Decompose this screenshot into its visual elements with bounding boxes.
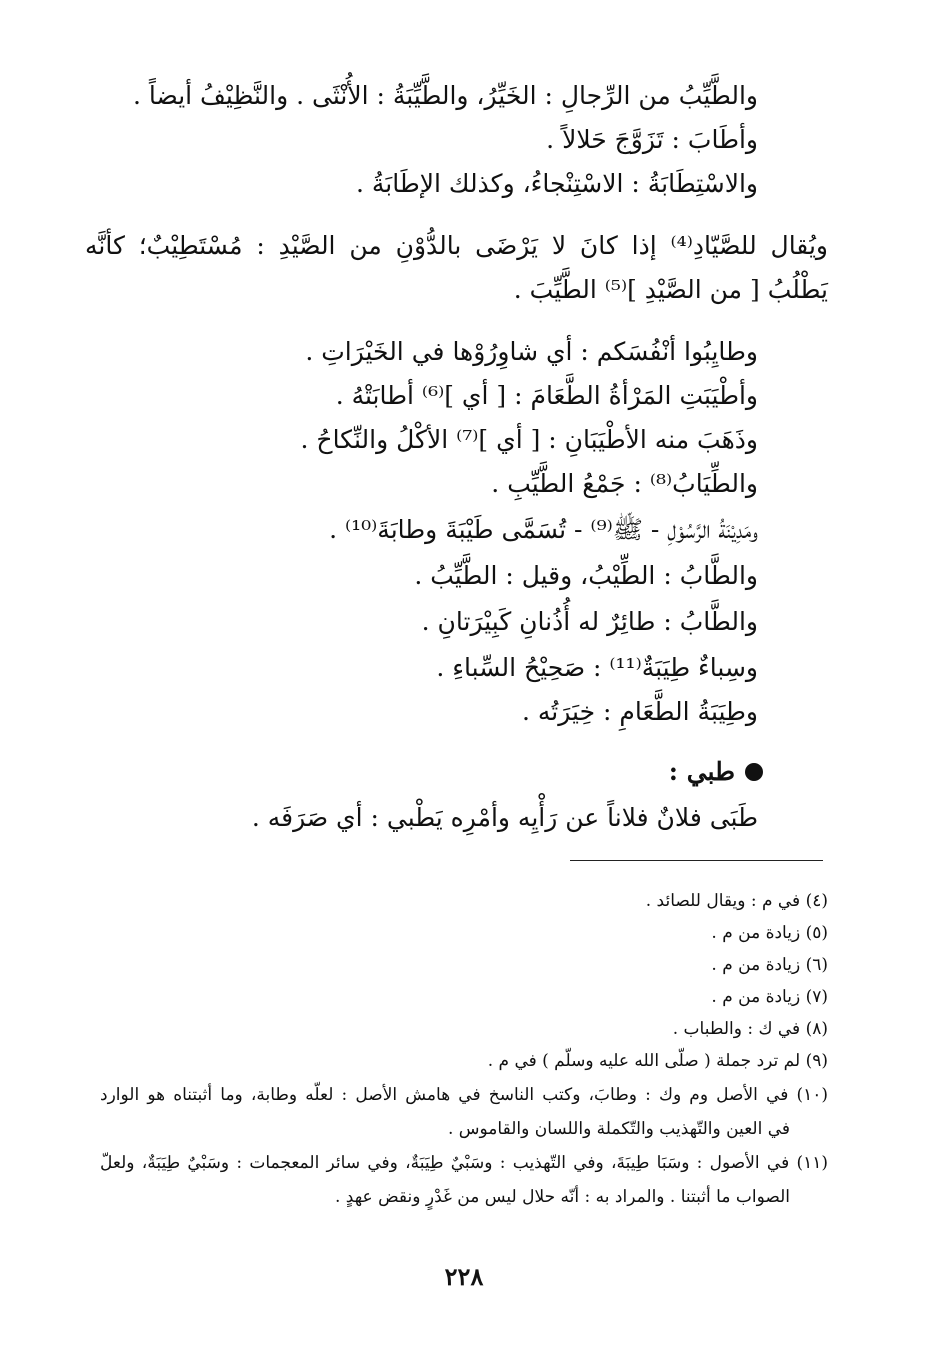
footnote-separator [570,860,823,861]
text-line: والطِّيَابُ⁽⁸⁾ : جَمْعُ الطَّيِّبِ . [491,469,758,498]
text-line: والاسْتِطَابَةُ : الاسْتِنْجاءُ، وكذلك الإطَابَةُ . [355,169,758,198]
text-line: ومَدِيْنَةُ الرَّسُوْلِ - ﷺ⁽⁹⁾ - تُسَمَّى طَيْبَةَ وطابَةَ⁽¹⁰⁾ . [329,515,758,544]
text-line: وأطَابَ : تَزَوَّجَ حَلالاً . [546,125,758,154]
paragraph-line: ويُقال للصَّيّادِ⁽⁴⁾ إذا كانَ لا يَرْضَى بالدُّوْنِ من الصَّيْدِ : مُسْتَطِيْبٌ؛ كأنَّه [85,231,828,260]
entry-heading [669,754,763,790]
footnote-continuation: في العين والتّهذيب والتّكملة واللسان والقاموس . [447,1119,790,1139]
footnote: (٦) زيادة من م . [711,955,828,975]
text-line: والطَّابُ : طائِرٌ له أُذُنانِ كَبِيْرَتانِ . [421,607,758,636]
entry-heading-text: طبي : [668,757,735,786]
bullet-icon [745,763,763,781]
paragraph-line: يَطْلُبُ [ من الصَّيْدِ ]⁽⁵⁾ الطَّيِّبَ . [513,275,828,304]
text-line: وسِباءٌ طِيَبَةٌ⁽¹¹⁾ : صَحِيْحُ السِّباءِ . [436,653,758,682]
footnote: (١٠) في الأصل وم وك : وطابَ، وكتب الناسخ في هامش الأصل : لعلّه وطابة، وما أثبتناه هو الوارد [100,1085,828,1105]
text-line: والطَّيِّبُ من الرِّجالِ : الخَيِّرُ، والطَّيِّبَةُ : الأُنْثَى . والنَّظِيْفُ أيضاً . [133,81,758,110]
footnote-continuation: الصواب ما أثبتنا . والمراد به : أنّه حلال ليس من غَدْرٍ ونقض عهدٍ . [334,1187,790,1207]
footnote: (١١) في الأصول : وسَبَا طِيبَةَ، وفي التّهذيب : وسَبْيٌ طِيَبَةٌ، وفي سائر المعجمات : وسَبْيٌ طِيَبَةٌ، ولعلّ [100,1153,828,1173]
page-number: ٢٢٨ [444,1262,484,1291]
footnote: (٤) في م : ويقال للصائد . [645,891,828,911]
text-line: وأطْيَبَتِ المَرْأةُ الطَّعَامَ : [ أي ]⁽⁶⁾ أطابَتْهُ . [335,381,758,410]
footnote: (٧) زيادة من م . [711,987,828,1007]
footnote: (٨) في ك : والطباب . [672,1019,828,1039]
text-line: وطِيَبَةُ الطَّعَامِ : خِيَرَتُه . [522,697,758,726]
entry-text: طَبَى فلانٌ فلاناً عن رَأْيِه وأمْرِه يَطْبي : أي صَرَفَه . [251,803,758,832]
text-line: وذَهَبَ منه الأطْيَبَانِ : [ أي ]⁽⁷⁾ الأكْلُ والنِّكاحُ . [300,425,758,454]
text-line: والطَّابُ : الطِّيْبُ، وقيل : الطَّيِّبُ . [414,561,758,590]
footnote: (٩) لم ترد جملة ( صلّى الله عليه وسلّم ) في م . [487,1051,828,1071]
footnote: (٥) زيادة من م . [711,923,828,943]
text-line: وطايِبُوا أنْفُسَكم : أي شاوِرُوْها في الخَيْرَاتِ . [305,337,758,366]
